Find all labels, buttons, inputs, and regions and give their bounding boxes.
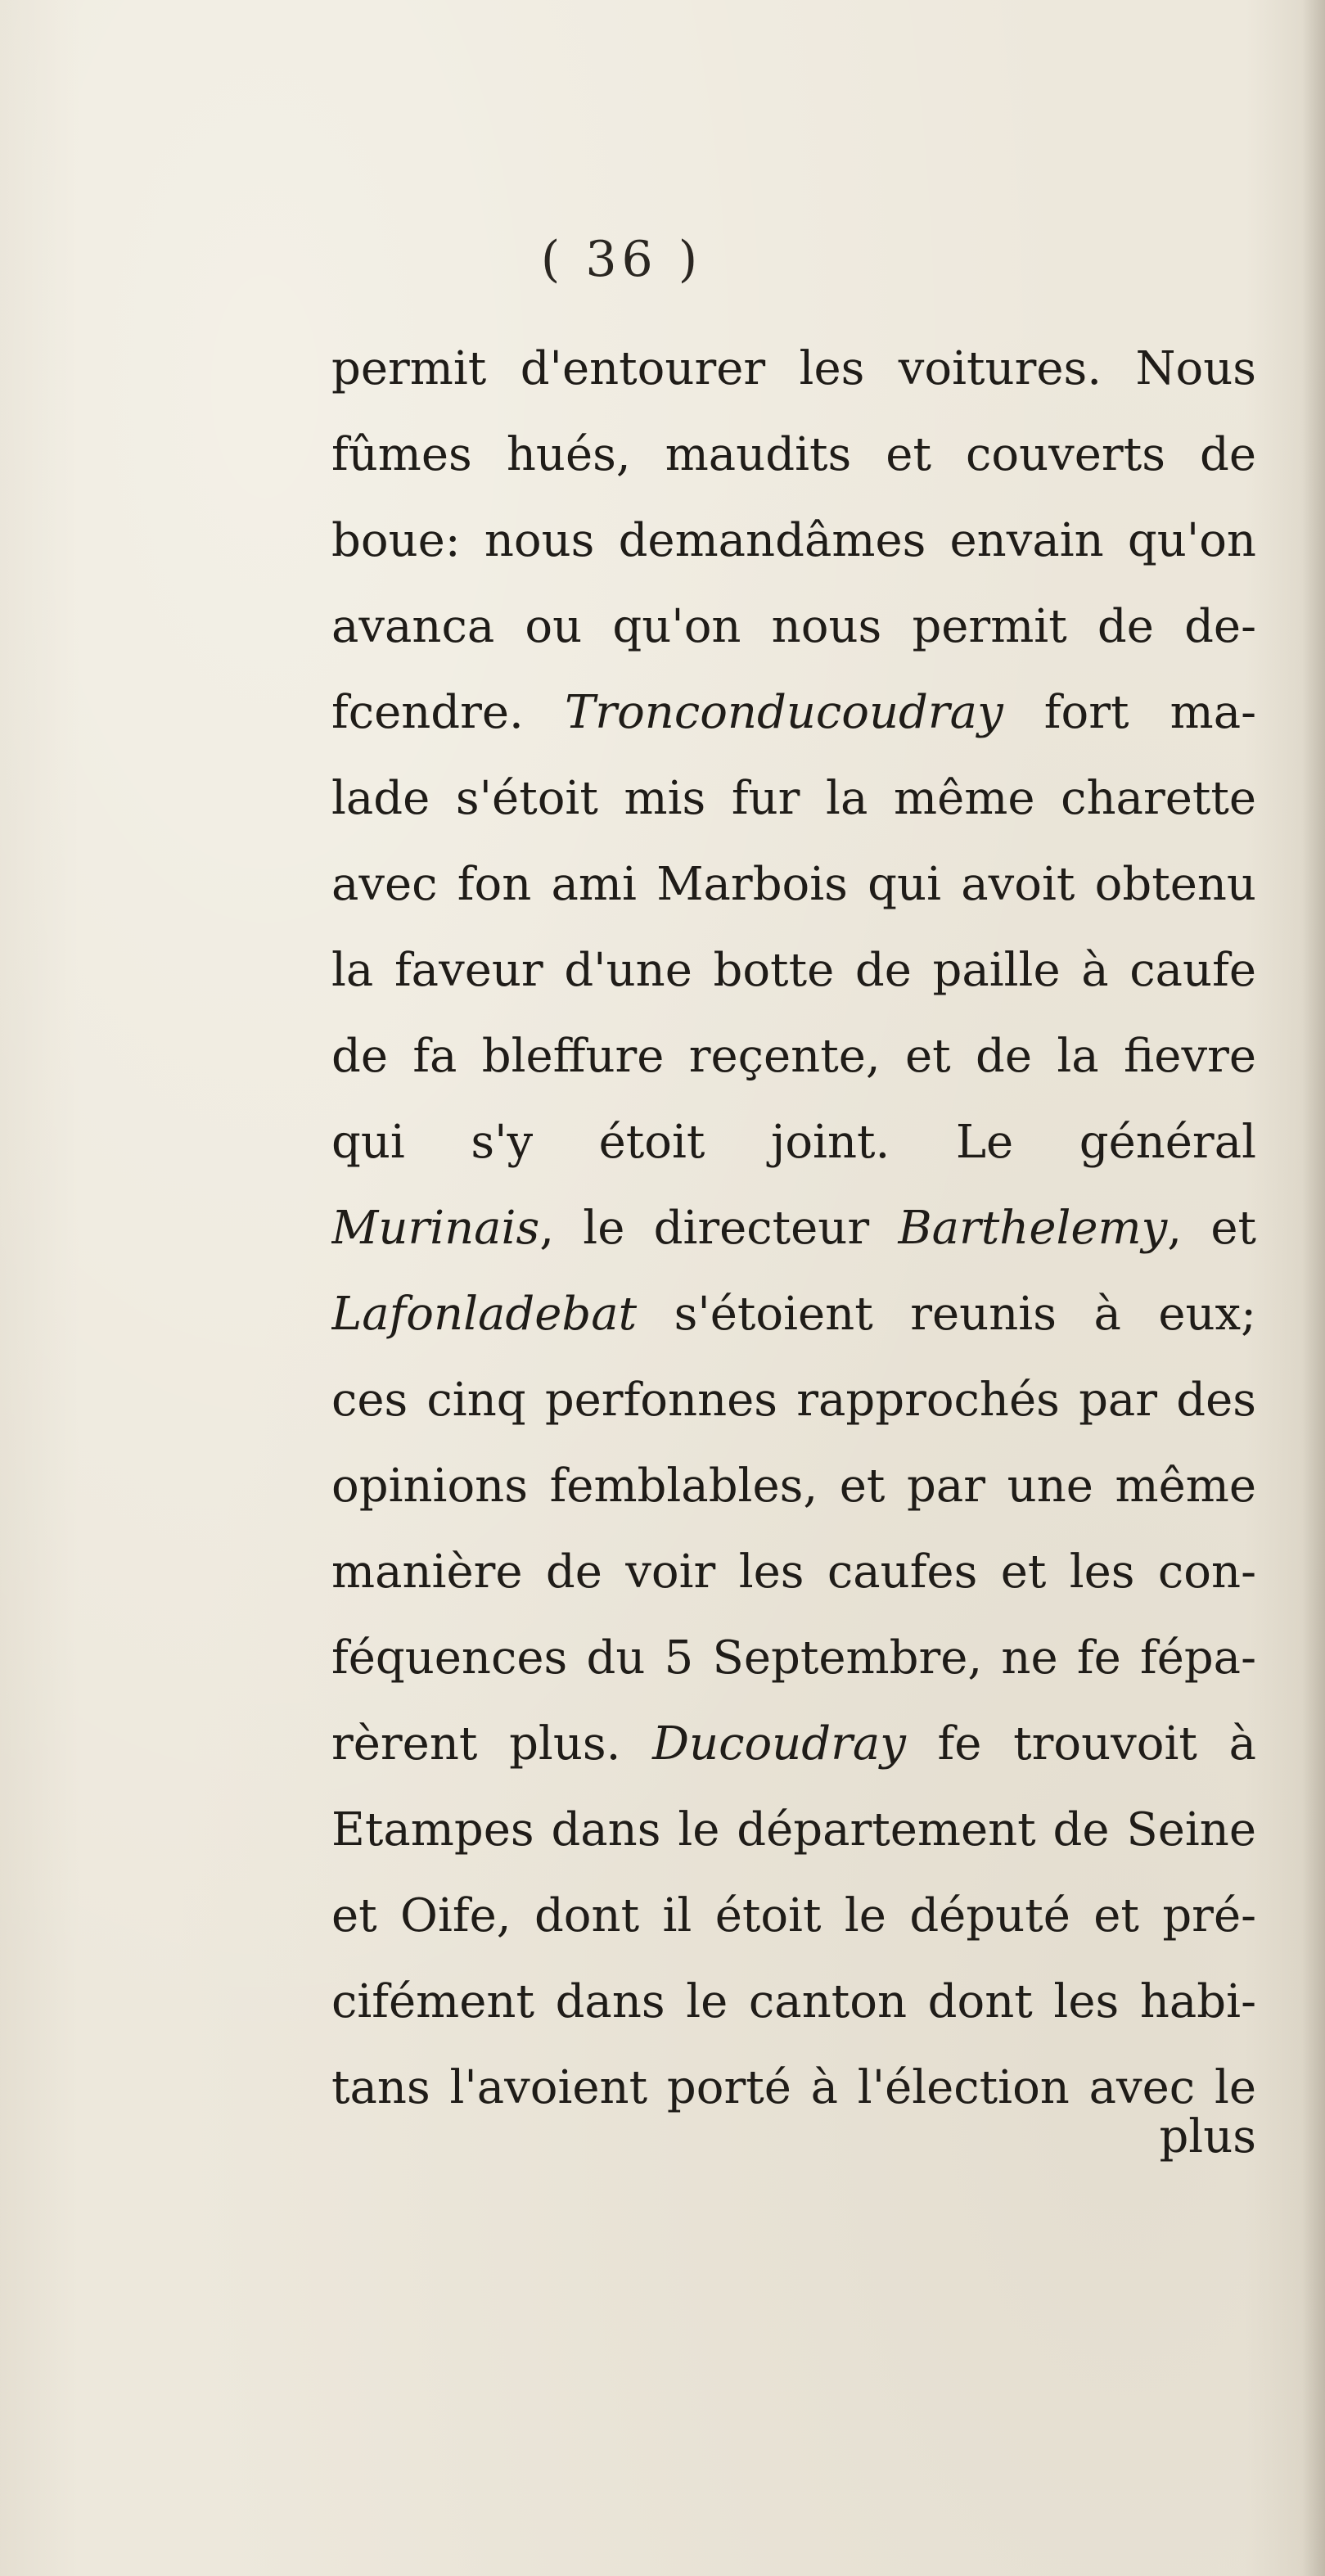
catchword: plus — [1159, 2110, 1256, 2163]
text-run: , le directeur — [539, 1202, 899, 1255]
text-run: rèrent plus. — [331, 1717, 653, 1771]
text-run: manière de voir les caufes et les con- — [331, 1545, 1256, 1599]
text-line — [331, 1185, 1256, 1271]
text-line — [331, 412, 1256, 498]
text-line — [331, 1787, 1256, 1873]
text-line — [331, 1099, 1256, 1185]
text-run: fcendre. — [331, 686, 565, 739]
text-run: ces cinq perfonnes rapprochés par des — [331, 1374, 1256, 1427]
text-line — [331, 498, 1256, 584]
text-run: Etampes dans le département de Seine — [331, 1803, 1256, 1856]
italic-name: Tronconducoudray — [564, 686, 1003, 739]
text-run: s'étoient reunis à eux; — [637, 1288, 1256, 1341]
text-run: la faveur d'une botte de paille à caufe — [331, 944, 1256, 997]
text-run: fûmes hués, maudits et couverts de — [331, 428, 1256, 481]
text-line — [331, 1357, 1256, 1443]
text-run: avec fon ami Marbois qui avoit obtenu — [331, 858, 1256, 911]
text-line — [331, 1443, 1256, 1529]
text-run: et Oife, dont il étoit le député et pré- — [331, 1889, 1256, 1942]
text-run: qui s'y étoit joint. Le général — [331, 1116, 1256, 1169]
text-run: boue: nous demandâmes envain qu'on — [331, 514, 1256, 567]
text-line — [331, 927, 1256, 1013]
text-run: de fa bleffure reçente, et de la fievre — [331, 1030, 1256, 1083]
text-run: fe trouvoit à — [905, 1717, 1256, 1771]
text-run: , et — [1167, 1202, 1256, 1255]
text-line — [331, 1013, 1256, 1099]
text-run: permit d'entourer les voitures. Nous — [331, 342, 1256, 395]
text-line — [331, 326, 1256, 412]
page-number: ( 36 ) — [540, 231, 703, 288]
body-text — [331, 326, 1256, 2131]
text-run: cifément dans le canton dont les habi- — [331, 1975, 1256, 2028]
text-run: tans l'avoient porté à l'élection avec le — [331, 2061, 1256, 2114]
text-line — [331, 1271, 1256, 1357]
text-line — [331, 1959, 1256, 2045]
text-line — [331, 1873, 1256, 1959]
text-line — [331, 1701, 1256, 1787]
text-line — [331, 1529, 1256, 1615]
page-edge-shadow — [1302, 0, 1325, 2576]
text-run: avanca ou qu'on nous permit de de- — [331, 600, 1256, 653]
italic-name: Barthelemy — [898, 1202, 1168, 1255]
text-run: opinions femblables, et par une même — [331, 1459, 1256, 1513]
text-run: féquences du 5 Septembre, ne fe fépa- — [331, 1631, 1256, 1685]
italic-name: Lafonladebat — [331, 1288, 638, 1341]
text-line — [331, 841, 1256, 927]
text-line — [331, 756, 1256, 841]
text-line — [331, 584, 1256, 670]
text-line — [331, 1615, 1256, 1701]
text-line — [331, 670, 1256, 756]
text-run: fort ma- — [1003, 686, 1256, 739]
italic-name: Ducoudray — [652, 1717, 906, 1771]
italic-name: Murinais — [331, 1202, 540, 1255]
text-line — [331, 2045, 1256, 2131]
text-run: lade s'étoit mis fur la même charette — [331, 772, 1256, 825]
